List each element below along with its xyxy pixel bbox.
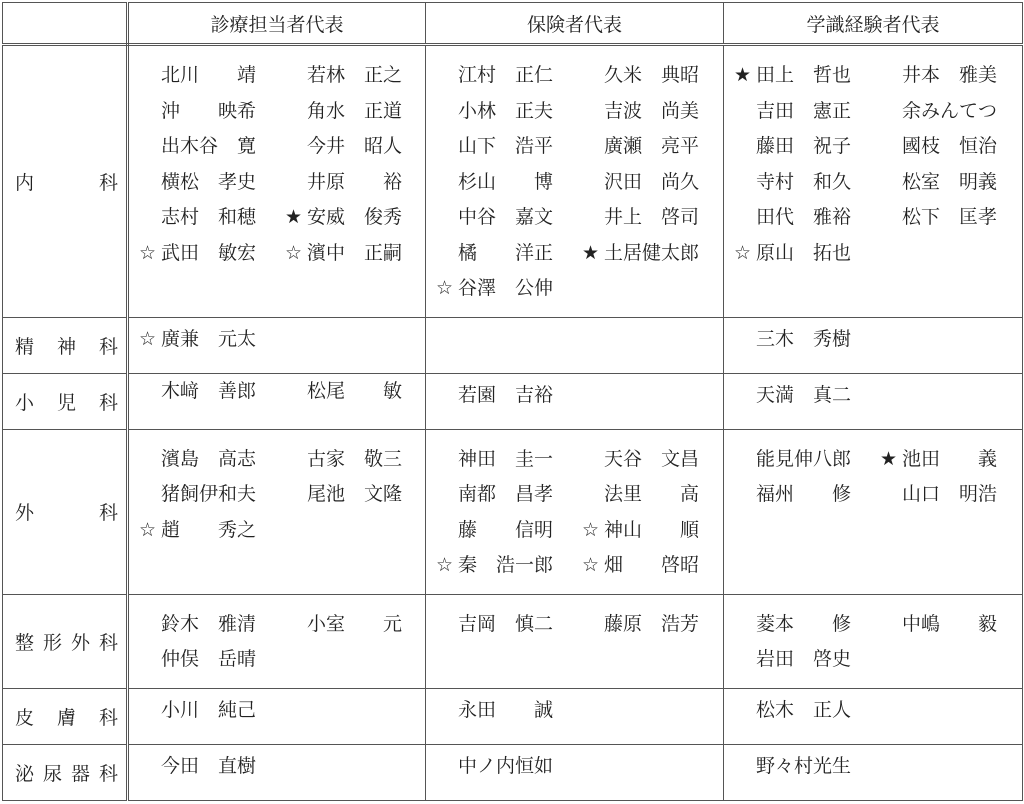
member-name: [285, 94, 415, 130]
member-name: [880, 58, 1012, 94]
department-row: [3, 317, 1023, 373]
department-label: 整形外科: [15, 631, 118, 654]
member-name: [582, 607, 713, 643]
insurer-representatives-cell: [426, 594, 724, 688]
member-mark: ★: [880, 447, 898, 470]
member-name: [436, 477, 582, 513]
medical-representatives-cell: [128, 688, 426, 744]
member-mark: ☆: [139, 328, 157, 351]
member-name-text: 杉山 博: [458, 170, 554, 193]
member-name-text: 沢田 尚久: [604, 170, 700, 193]
member-mark: ★: [582, 241, 600, 264]
member-name: [582, 236, 713, 272]
member-name-text: 松室 明義: [902, 170, 998, 193]
department-label-cell: [3, 429, 128, 594]
header-insurer-representatives: 保険者代表: [426, 3, 724, 45]
member-name-text: 松尾 敏: [307, 379, 403, 402]
member-name: [436, 129, 582, 165]
member-name-grid: [139, 607, 415, 678]
member-name-text: 久米 典昭: [604, 64, 700, 86]
member-name: [734, 94, 880, 130]
member-name-text: 今井 昭人: [307, 135, 403, 157]
member-mark: ☆: [582, 518, 600, 541]
member-name-text: 小室 元: [307, 612, 403, 635]
academic-representatives-cell: [724, 429, 1023, 594]
member-name-text: 秦 浩一郎: [458, 554, 554, 576]
department-row: [3, 373, 1023, 429]
member-name: [436, 378, 582, 414]
member-name: [436, 271, 582, 307]
member-name-text: 岩田 啓史: [756, 648, 852, 670]
department-row: [3, 429, 1023, 594]
member-name: [582, 513, 713, 549]
member-name-text: 池田 義: [902, 447, 998, 470]
member-name: [436, 749, 582, 785]
medical-representatives-cell: [128, 373, 426, 429]
member-name: [582, 165, 713, 201]
department-label: 泌尿器科: [15, 762, 118, 785]
member-name-text: 中嶋 毅: [902, 612, 998, 635]
member-mark: ★: [285, 206, 303, 228]
member-name: [285, 236, 415, 272]
member-name: [139, 513, 285, 549]
insurer-representatives-cell: [426, 373, 724, 429]
member-name-text: 尾池 文隆: [307, 483, 403, 505]
academic-representatives-cell: [724, 317, 1023, 373]
member-name-text: 井本 雅美: [902, 64, 998, 86]
member-name-text: 畑 啓昭: [604, 554, 700, 576]
member-name: [436, 165, 582, 201]
member-name-text: 神田 圭一: [458, 447, 554, 470]
member-name-text: 小林 正夫: [458, 99, 554, 122]
member-name: [880, 607, 1012, 643]
member-name-grid: [734, 607, 1012, 678]
insurer-representatives-cell: [426, 45, 724, 318]
member-name-grid: [436, 378, 713, 414]
member-name: [582, 548, 713, 584]
medical-representatives-cell: [128, 317, 426, 373]
member-name-grid: [436, 693, 713, 729]
member-name-text: 田上 哲也: [756, 64, 852, 86]
member-name-text: 江村 正仁: [458, 64, 554, 86]
member-name: [436, 607, 582, 643]
member-name-text: 天谷 文昌: [604, 447, 700, 470]
member-name-grid: [139, 374, 415, 410]
member-name-text: 井原 裕: [307, 170, 403, 193]
member-name: [436, 442, 582, 478]
member-name: [285, 607, 415, 643]
member-name-text: 南都 昌孝: [458, 483, 554, 505]
member-name-text: 吉波 尚美: [604, 99, 700, 122]
member-name-grid: [734, 378, 1012, 414]
medical-representatives-cell: [128, 429, 426, 594]
insurer-representatives-cell: [426, 429, 724, 594]
member-name-text: 志村 和穂: [161, 206, 257, 228]
member-name: [139, 749, 285, 785]
member-name-text: 余みんてつ: [902, 99, 998, 122]
member-name-text: 國枝 恒治: [902, 135, 998, 157]
member-name: [139, 129, 285, 165]
department-label-cell: [3, 594, 128, 688]
member-mark: ☆: [139, 518, 157, 541]
member-name: [436, 94, 582, 130]
member-name: [734, 607, 880, 643]
member-name: [139, 607, 285, 643]
member-name: [285, 165, 415, 201]
member-name-text: 藤原 浩芳: [604, 612, 700, 635]
member-name: [436, 548, 582, 584]
member-name-grid: [139, 693, 415, 729]
member-name: [285, 200, 415, 236]
member-name: [139, 477, 285, 513]
header-corner-cell: [3, 3, 128, 45]
department-label: 外 科: [15, 502, 118, 524]
member-name-text: 沖 映希: [161, 99, 257, 122]
member-name: [880, 165, 1012, 201]
member-name-text: 菱本 修: [756, 612, 852, 635]
insurer-representatives-cell: [426, 688, 724, 744]
member-name-text: 松下 匡孝: [902, 206, 998, 228]
academic-representatives-cell: [724, 688, 1023, 744]
member-name-grid: [734, 58, 1012, 271]
member-name: [734, 200, 880, 236]
member-name: [139, 374, 285, 410]
committee-roster-table: [2, 2, 1023, 801]
academic-representatives-cell: [724, 45, 1023, 318]
member-name-text: 廣兼 元太: [161, 328, 257, 351]
member-mark: ☆: [139, 241, 157, 264]
member-name: [880, 200, 1012, 236]
header-academic-representatives: 学識経験者代表: [724, 3, 1023, 45]
member-name-text: 谷澤 公伸: [458, 277, 554, 299]
member-name: [436, 236, 582, 272]
member-name-text: 吉岡 慎二: [458, 612, 554, 635]
member-name: [734, 129, 880, 165]
department-row: [3, 45, 1023, 318]
member-name-text: 井上 啓司: [604, 206, 700, 228]
member-name: [436, 58, 582, 94]
member-name: [582, 129, 713, 165]
medical-representatives-cell: [128, 45, 426, 318]
member-name-grid: [139, 442, 415, 549]
department-label-cell: [3, 373, 128, 429]
member-name-text: 松木 正人: [756, 699, 852, 722]
member-mark: ☆: [436, 554, 454, 576]
member-name: [139, 200, 285, 236]
member-name-text: 土居健太郎: [604, 241, 700, 264]
member-name: [880, 94, 1012, 130]
member-name-text: 出木谷 寛: [161, 135, 257, 157]
member-name: [734, 322, 880, 358]
member-name: [582, 200, 713, 236]
academic-representatives-cell: [724, 373, 1023, 429]
member-name-grid: [734, 749, 1012, 785]
department-label: 小児科: [15, 391, 118, 414]
member-name: [734, 442, 880, 478]
member-name-text: 神山 順: [604, 518, 700, 541]
member-name: [139, 693, 285, 729]
department-label: 内 科: [15, 171, 118, 194]
member-name: [880, 442, 1012, 478]
member-name-grid: [734, 693, 1012, 729]
member-name-text: 古家 敬三: [307, 447, 403, 470]
member-name-text: 寺村 和久: [756, 170, 852, 193]
member-name-grid: [139, 322, 415, 358]
member-name: [582, 58, 713, 94]
member-mark: ☆: [436, 277, 454, 299]
department-label: 皮膚科: [15, 706, 118, 729]
department-label-cell: [3, 45, 128, 318]
member-name-text: 猪飼伊和夫: [161, 483, 257, 505]
department-row: [3, 688, 1023, 744]
member-name: [139, 58, 285, 94]
member-name-grid: [436, 749, 713, 785]
member-name-text: 中谷 嘉文: [458, 206, 554, 228]
member-name: [734, 477, 880, 513]
member-name: [734, 378, 880, 414]
member-name-text: 仲俣 岳晴: [161, 648, 257, 670]
department-label-cell: [3, 744, 128, 800]
member-name: [880, 477, 1012, 513]
member-name-grid: [436, 607, 713, 643]
member-name-text: 原山 拓也: [756, 241, 852, 264]
member-name: [139, 236, 285, 272]
member-name-text: 天満 真二: [756, 384, 852, 407]
member-name: [436, 693, 582, 729]
member-name-text: 濱中 正嗣: [307, 241, 403, 264]
academic-representatives-cell: [724, 744, 1023, 800]
member-name-text: 廣瀬 亮平: [604, 135, 700, 157]
member-name-text: 永田 誠: [458, 699, 554, 722]
member-name: [139, 442, 285, 478]
member-name-text: 北川 靖: [161, 64, 257, 86]
member-name-text: 角水 正道: [307, 99, 403, 122]
member-name-text: 山下 浩平: [458, 135, 554, 157]
member-name: [734, 693, 880, 729]
member-name-grid: [139, 749, 415, 785]
member-name-text: 藤田 祝子: [756, 135, 852, 157]
member-name: [285, 442, 415, 478]
member-mark: ☆: [734, 241, 752, 264]
member-name-text: 田代 雅裕: [756, 206, 852, 228]
member-name-text: 今田 直樹: [161, 755, 257, 778]
member-name: [880, 129, 1012, 165]
member-name-text: 若林 正之: [307, 64, 403, 86]
member-name: [139, 642, 285, 678]
member-name: [734, 236, 880, 272]
member-name-text: 若園 吉裕: [458, 384, 554, 407]
member-name: [436, 200, 582, 236]
member-name: [139, 94, 285, 130]
member-name-text: 小川 純己: [161, 699, 257, 722]
member-mark: ☆: [285, 241, 303, 264]
member-mark: ★: [734, 64, 752, 86]
member-name-grid: [436, 58, 713, 307]
member-name-text: 鈴木 雅清: [161, 612, 257, 635]
member-name-text: 野々村光生: [756, 755, 852, 778]
member-name-text: 能見伸八郎: [756, 447, 852, 470]
member-name: [582, 477, 713, 513]
member-name-text: 木﨑 善郎: [161, 379, 257, 402]
member-name-text: 三木 秀樹: [756, 328, 852, 351]
member-name: [285, 477, 415, 513]
member-name-grid: [734, 322, 1012, 358]
department-label-cell: [3, 688, 128, 744]
member-name-text: 橘 洋正: [458, 241, 554, 264]
department-row: [3, 744, 1023, 800]
member-name: [734, 749, 880, 785]
member-name: [139, 165, 285, 201]
header-medical-representatives: 診療担当者代表: [128, 3, 426, 45]
member-name: [734, 165, 880, 201]
member-name: [285, 58, 415, 94]
department-label-cell: [3, 317, 128, 373]
member-name-grid: [734, 442, 1012, 513]
member-name: [139, 322, 285, 358]
member-name: [285, 374, 415, 410]
member-name-text: 濱島 高志: [161, 447, 257, 470]
academic-representatives-cell: [724, 594, 1023, 688]
member-name-grid: [139, 58, 415, 271]
member-name: [734, 58, 880, 94]
member-name-text: 福州 修: [756, 483, 852, 505]
member-name-text: 武田 敏宏: [161, 241, 257, 264]
insurer-representatives-cell: [426, 317, 724, 373]
header-row: [3, 3, 1023, 45]
medical-representatives-cell: [128, 744, 426, 800]
member-name: [436, 513, 582, 549]
member-mark: ☆: [582, 554, 600, 576]
insurer-representatives-cell: [426, 744, 724, 800]
department-row: [3, 594, 1023, 688]
member-name-text: 中ノ内恒如: [458, 755, 554, 778]
member-name: [734, 642, 880, 678]
member-name-text: 藤 信明: [458, 518, 554, 541]
member-name-text: 横松 孝史: [161, 170, 257, 193]
member-name: [285, 129, 415, 165]
member-name-text: 趙 秀之: [161, 518, 257, 541]
member-name-text: 山口 明浩: [902, 483, 998, 505]
member-name-text: 安威 俊秀: [307, 206, 403, 228]
member-name-grid: [436, 442, 713, 584]
member-name: [582, 442, 713, 478]
member-name-text: 法里 高: [604, 483, 700, 505]
member-name-text: 吉田 憲正: [756, 99, 852, 122]
department-label: 精神科: [15, 335, 118, 358]
member-name: [582, 94, 713, 130]
medical-representatives-cell: [128, 594, 426, 688]
